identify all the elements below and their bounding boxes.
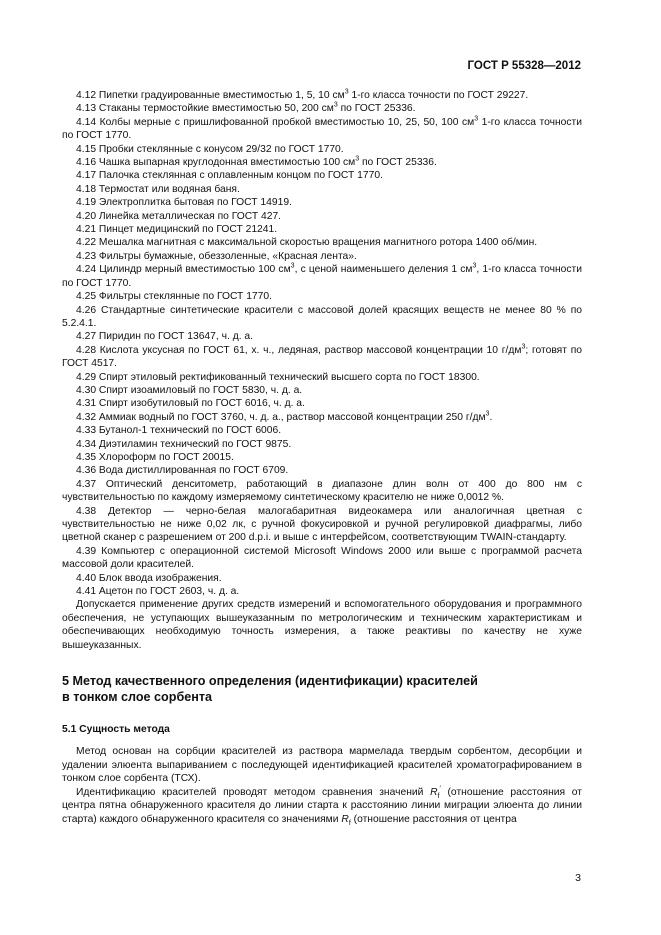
list-item: 4.22 Мешалка магнитная с максимальной скоростью вращения магнитного ротора 1400 об/мин. bbox=[76, 237, 538, 249]
list-item: 4.21 Пинцет медицинский по ГОСТ 21241. bbox=[76, 224, 278, 236]
list-item: 4.34 Диэтиламин технический по ГОСТ 9875. bbox=[76, 438, 292, 450]
list-item: 4.30 Спирт изоамиловый по ГОСТ 5830, ч. д. а. bbox=[76, 384, 303, 396]
page-content bbox=[62, 89, 582, 826]
list-item: 4.37 Оптический денситометр, работающий в диапазоне длин волн от 400 до 800 нм с чувствительностью по каждому измеряемому синтетическому красителю не ниже 0,0012 %. bbox=[62, 478, 582, 504]
note-paragraph: Допускается применение других средств измерений и вспомогательного оборудования и программного обеспечения, не уступающих вышеуказанным по метрологическим и техническим характеристикам и обеспечивающих необходимую точность измерения, а также реактивы по качеству не хуже вышеуказанных. bbox=[62, 599, 582, 651]
list-item: 4.14 Колбы мерные с пришлифованной пробкой вместимостью 10, 25, 50, 100 $см^3$ 1-го класса точности по ГОСТ 1770. bbox=[62, 115, 582, 142]
list-item: 4.18 Термостат или водяная баня. bbox=[76, 183, 240, 195]
method-paragraph: Метод основан на сорбции красителей из раствора мармелада твердым сорбентом, десорбции и удалении элюента выпариванием с последующей идентификацией красителей хроматографированием в тонком слое сорбента (ТСХ). bbox=[62, 746, 582, 785]
list-item: 4.25 Фильтры стеклянные по ГОСТ 1770. bbox=[76, 291, 272, 303]
list-item: 4.23 Фильтры бумажные, обеззоленные, «Красная лента». bbox=[76, 250, 357, 262]
list-item: 4.27 Пиридин по ГОСТ 13647, ч. д. а. bbox=[76, 331, 254, 343]
list-item: 4.28 Кислота уксусная по ГОСТ 61, х. ч., ледяная, раствор массовой концентрации 10 $г/дм^3$; готовят по ГОСТ 4517. bbox=[62, 343, 582, 370]
list-item: 4.41 Ацетон по ГОСТ 2603, ч. д. а. bbox=[76, 586, 240, 598]
page-number: 3 bbox=[575, 872, 581, 884]
subsection-title: 5.1 Сущность метода bbox=[62, 724, 170, 736]
list-item: 4.38 Детектор — черно-белая малогабаритная видеокамера или аналогичная цветная с чувствительностью не ниже 0,02 лк, с ручной фокусировкой и ручной регулировкой диафрагмы, либо цветной сканер с разрешением от 200 d.p.i. и выше с интерфейсом, соответствующим TWAIN-стандарту. bbox=[62, 505, 582, 544]
list-item: 4.17 Палочка стеклянная с оплавленным концом по ГОСТ 1770. bbox=[76, 170, 383, 182]
method-paragraph: Идентификацию красителей проводят методом сравнения значений $R_f'$ (отношение расстояния от центра пятна обнаруженного красителя до линии старта к расстоянию линии миграции элюента до линии старта) каждого обнаруженного красителя со значениями $R_f$ (отношение расстояния от центра bbox=[62, 785, 582, 827]
list-item: 4.20 Линейка металлическая по ГОСТ 427. bbox=[76, 210, 282, 222]
list-item: 4.15 Пробки стеклянные с конусом 29/32 по ГОСТ 1770. bbox=[76, 143, 344, 155]
list-item: 4.24 Цилиндр мерный вместимостью 100 $см^3$, с ценой наименьшего деления 1 $см^3$, 1-го класса точности по ГОСТ 1770. bbox=[62, 262, 582, 289]
list-item: 4.40 Блок ввода изображения. bbox=[76, 572, 222, 584]
list-item: 4.39 Компьютер с операционной системой Microsoft Windows 2000 или выше с программой расчета массовой доли красителей. bbox=[62, 545, 582, 571]
list-item: 4.29 Спирт этиловый ректификованный технический высшего сорта по ГОСТ 18300. bbox=[76, 371, 480, 383]
list-item: 4.13 Стаканы термостойкие вместимостью 50, 200 $см^3$ по ГОСТ 25336. bbox=[76, 101, 416, 115]
list-item: 4.26 Стандартные синтетические красители с массовой долей красящих веществ не менее 80 % по 5.2.4.1. bbox=[62, 304, 582, 329]
section-title: 5 Метод качественного определения (идентификации) красителей в тонком слое сорбента bbox=[62, 674, 478, 704]
list-item: 4.36 Вода дистиллированная по ГОСТ 6709. bbox=[76, 465, 289, 477]
list-item: 4.31 Спирт изобутиловый по ГОСТ 6016, ч. д. а. bbox=[76, 398, 305, 410]
list-item: 4.19 Электроплитка бытовая по ГОСТ 14919. bbox=[76, 197, 292, 209]
document-code: ГОСТ Р 55328—2012 bbox=[467, 60, 581, 72]
list-item: 4.16 Чашка выпарная круглодонная вместимостью 100 $см^3$ по ГОСТ 25336. bbox=[76, 155, 437, 169]
list-item: 4.32 Аммиак водный по ГОСТ 3760, ч. д. а., раствор массовой концентрации 250 $г/дм^3$. bbox=[76, 410, 493, 423]
list-item: 4.33 Бутанол-1 технический по ГОСТ 6006. bbox=[76, 425, 282, 437]
list-item: 4.12 Пипетки градуированные вместимостью 1, 5, 10 $см^3$ 1-го класса точности по ГОСТ 29227. bbox=[76, 88, 529, 101]
list-item: 4.35 Хлороформ по ГОСТ 20015. bbox=[76, 451, 234, 463]
